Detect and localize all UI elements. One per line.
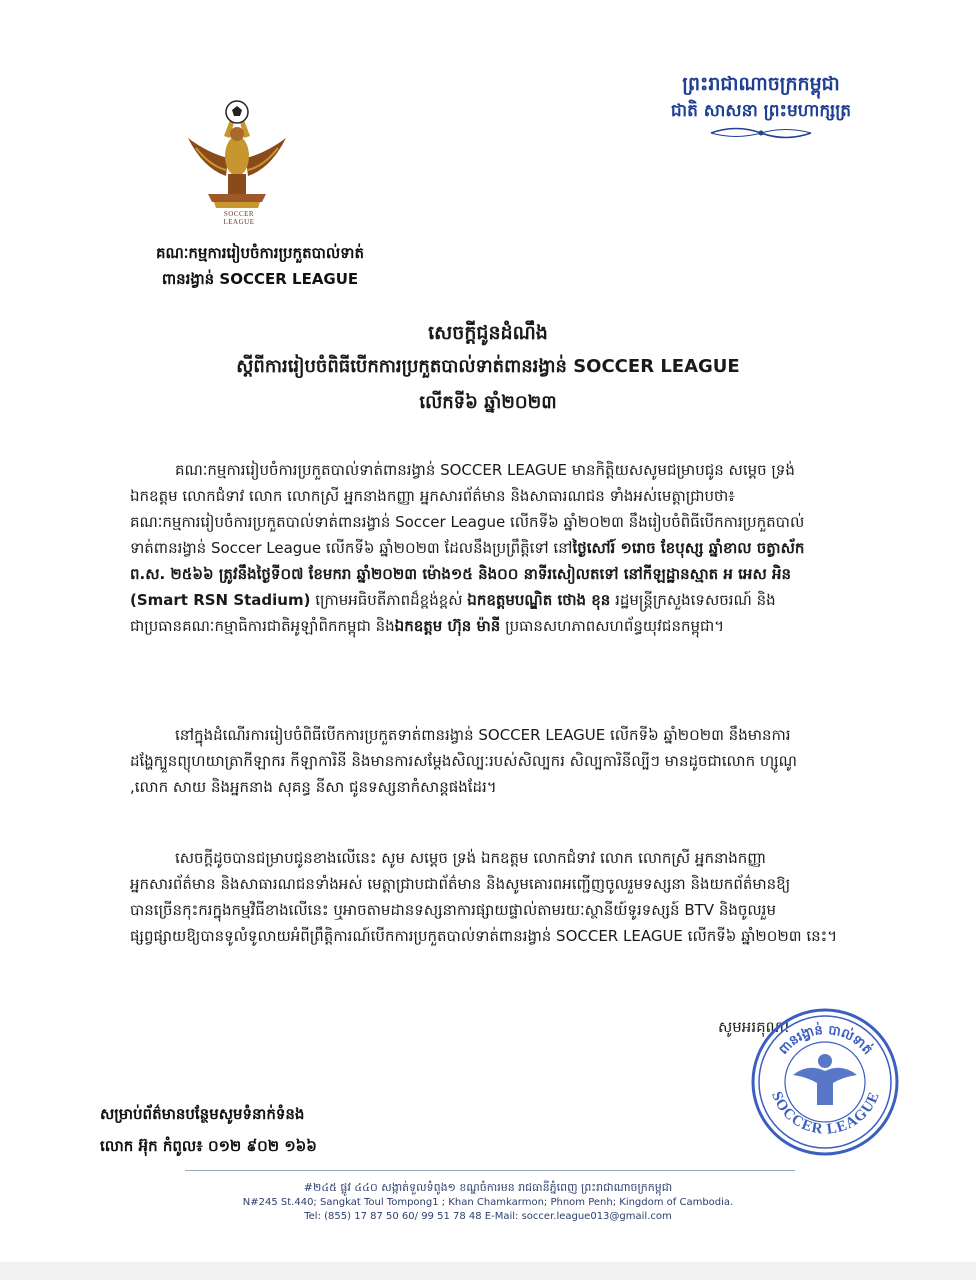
- closing-thanks: សូមអរគុណ!: [718, 1018, 790, 1036]
- paragraph-text: ជាប្រធានគណៈកម្មាធិការជាតិអូឡាំពិកកម្ពុជា និង: [130, 617, 395, 635]
- event-datetime-venue: ព.ស. ២៥៦៦ ត្រូវនឹងថ្ងៃទី០៧ ខែមករា ឆ្នាំ២០២៣ ម៉ោង១៥ និង០០ នាទីរសៀលតទៅ នៅកីឡដ្ឋានស្មាត អ អេស អិន: [130, 565, 792, 583]
- paragraph-line: អ្នកសារព័ត៌មាន និងសាធារណជនទាំងអស់ មេត្តាជ្រាបជាព័ត៌មាន និងសូមគោរពអញ្ជើញចូលរួមទស្សនា និងយកព័ត៌មានឱ្យ: [130, 875, 791, 893]
- paragraph-line: [130, 535, 885, 561]
- notice-subject: ស្តីពីការរៀបចំពិធីបើកការប្រកួតបាល់ទាត់ពានរង្វាន់ SOCCER LEAGUE: [236, 356, 740, 377]
- kingdom-header: [616, 70, 906, 146]
- paragraph-line: [130, 613, 885, 639]
- org-line-1: គណៈកម្មការរៀបចំការប្រកួតបាល់ទាត់: [156, 244, 364, 262]
- paragraph-1: [130, 457, 885, 639]
- paragraph-text: ទាត់ពានរង្វាន់ Soccer League លើកទី៦ ឆ្នាំ២០២៣ ដែលនឹងប្រព្រឹត្តិទៅ នៅ: [130, 539, 573, 557]
- paragraph-line: [130, 587, 885, 613]
- org-line-2: ពានរង្វាន់ SOCCER LEAGUE: [161, 270, 359, 288]
- ornament-divider-icon: [706, 124, 816, 142]
- stamp-text: SOCCER LEAGUE: [768, 1089, 884, 1138]
- paragraph-line: គណៈកម្មការរៀបចំការប្រកួតបាល់ទាត់ពានរង្វាន់ SOCCER LEAGUE មានកិត្តិយសសូមជម្រាបជូន សម្តេច ទ្រង់: [175, 461, 795, 479]
- footer-address-khmer: #២៤៥ ផ្លូវ ៤៤០ សង្កាត់ទួលទំពូង១ ខណ្ឌចំការមន រាជធានីភ្នំពេញ ព្រះរាជាណាចក្រកម្ពុជា: [303, 1181, 673, 1194]
- official-stamp: [748, 1005, 903, 1160]
- paragraph-text: ក្រោមអធិបតីភាពដ៏ខ្ពង់ខ្ពស់: [310, 591, 468, 609]
- paragraph-line: នៅក្នុងដំណើរការរៀបចំពិធីបើកការប្រកួតទាត់ពានរង្វាន់ SOCCER LEAGUE លើកទី៦ ឆ្នាំ២០២៣ នឹងមានការ: [175, 726, 791, 744]
- venue-name: (Smart RSN Stadium): [130, 591, 311, 609]
- contact-block: [100, 1098, 317, 1162]
- paragraph-text: រដ្ឋមន្ត្រីក្រសួងទេសចរណ៍ និង: [610, 591, 776, 609]
- paragraph-3: [130, 845, 885, 949]
- chairperson-name: ឯកឧត្តមបណ្ឌិត ថោង ខុន: [467, 591, 611, 609]
- footer-divider: [185, 1170, 795, 1171]
- paragraph-line: បានច្រើនកុះករក្នុងកម្មវិធីខាងលើនេះ ឬអាចតាមដានទស្សនាការផ្សាយផ្ទាល់តាមរយៈស្ថានីយ៍ទូរទស្សន៍ BTV និងចូលរួម: [130, 901, 776, 919]
- page-bottom-edge: [0, 1262, 976, 1280]
- footer-address-english: N#245 St.440; Sangkat Toul Tompong1 ; Khan Chamkarmon; Phnom Penh; Kingdom of Cambodia.: [242, 1197, 734, 1208]
- stamp-top-text: ពានរង្វាន់ បាល់ទាត់: [776, 1022, 875, 1058]
- notice-edition: លើកទី៦ ឆ្នាំ២០២៣: [419, 392, 557, 413]
- contact-person-phone: លោក អ៊ុក កំពូល៖ ០១២ ៩០២ ១៦៦: [100, 1137, 317, 1155]
- notice-title: សេចក្តីជូនដំណឹង: [428, 322, 548, 344]
- footer: [0, 1180, 976, 1224]
- paragraph-line: ឯកឧត្តម លោកជំទាវ លោក លោកស្រី អ្នកនាងកញ្ញា អ្នកសារព័ត៌មាន និងសាធារណជន ទាំងអស់មេត្តាជ្រាបថា៖: [130, 487, 735, 505]
- contact-intro: សម្រាប់ព័ត៌មានបន្ថែមសូមទំនាក់ទំនង: [100, 1105, 305, 1123]
- national-motto: ជាតិ សាសនា ព្រះមហាក្សត្រ: [670, 101, 852, 121]
- paragraph-2: [130, 722, 885, 800]
- paragraph-line: ដង្ហែក្បួនព្យុហយាត្រាកីឡាករ កីឡាការិនី និងមានការសម្តែងសិល្បៈរបស់សិល្បករ សិល្បការិនីល្បីៗ មានដូចជាលោក ហ្សូណូ: [130, 752, 797, 770]
- logo-caption: SOCCER LEAGUE: [223, 210, 255, 226]
- guest-name: ឯកឧត្តម ហ៊ុន ម៉ានី: [394, 617, 501, 635]
- paragraph-text: ប្រធានសហភាពសហព័ន្ធយុវជនកម្ពុជា។: [500, 617, 725, 635]
- paragraph-line: គណៈកម្មការរៀបចំការប្រកួតបាល់ទាត់ពានរង្វាន់ Soccer League លើកទី៦ ឆ្នាំ២០២៣ នឹងរៀបចំពិធីបើកការប្រកួតបាល់: [130, 513, 805, 531]
- organization-name: [100, 240, 420, 292]
- paragraph-line: សេចក្តីដូចបានជម្រាបជូនខាងលើនេះ សូម សម្តេច ទ្រង់ ឯកឧត្តម លោកជំទាវ លោក លោកស្រី អ្នកនាងកញ្ញា: [175, 849, 767, 867]
- paragraph-line: [130, 561, 885, 587]
- soccer-league-logo: [178, 98, 296, 228]
- kingdom-title: ព្រះរាជាណាចក្រកម្ពុជា: [682, 73, 840, 95]
- paragraph-line: ,លោក សាយ និងអ្នកនាង សុគន្ធ នីសា ជូនទស្សនាកំសាន្តផងដែរ។: [130, 778, 497, 796]
- footer-contact: Tel: (855) 17 87 50 60/ 99 51 78 48 E-Mail: soccer.league013@gmail.com: [304, 1211, 672, 1222]
- event-date: ថ្ងៃសៅរ៍ ១រោច ខែបុស្ស ឆ្នាំខាល ចត្វាស័ក: [572, 539, 805, 557]
- paragraph-line: ផ្សព្វផ្សាយឱ្យបានទូលំទូលាយអំពីព្រឹត្តិការណ៍បើកការប្រកួតបាល់ទាត់ពានរង្វាន់ SOCCER LEAGUE លើកទី៦ ឆ្នាំ២០២៣ នេះ។: [130, 927, 838, 945]
- notice-title-block: [0, 318, 976, 420]
